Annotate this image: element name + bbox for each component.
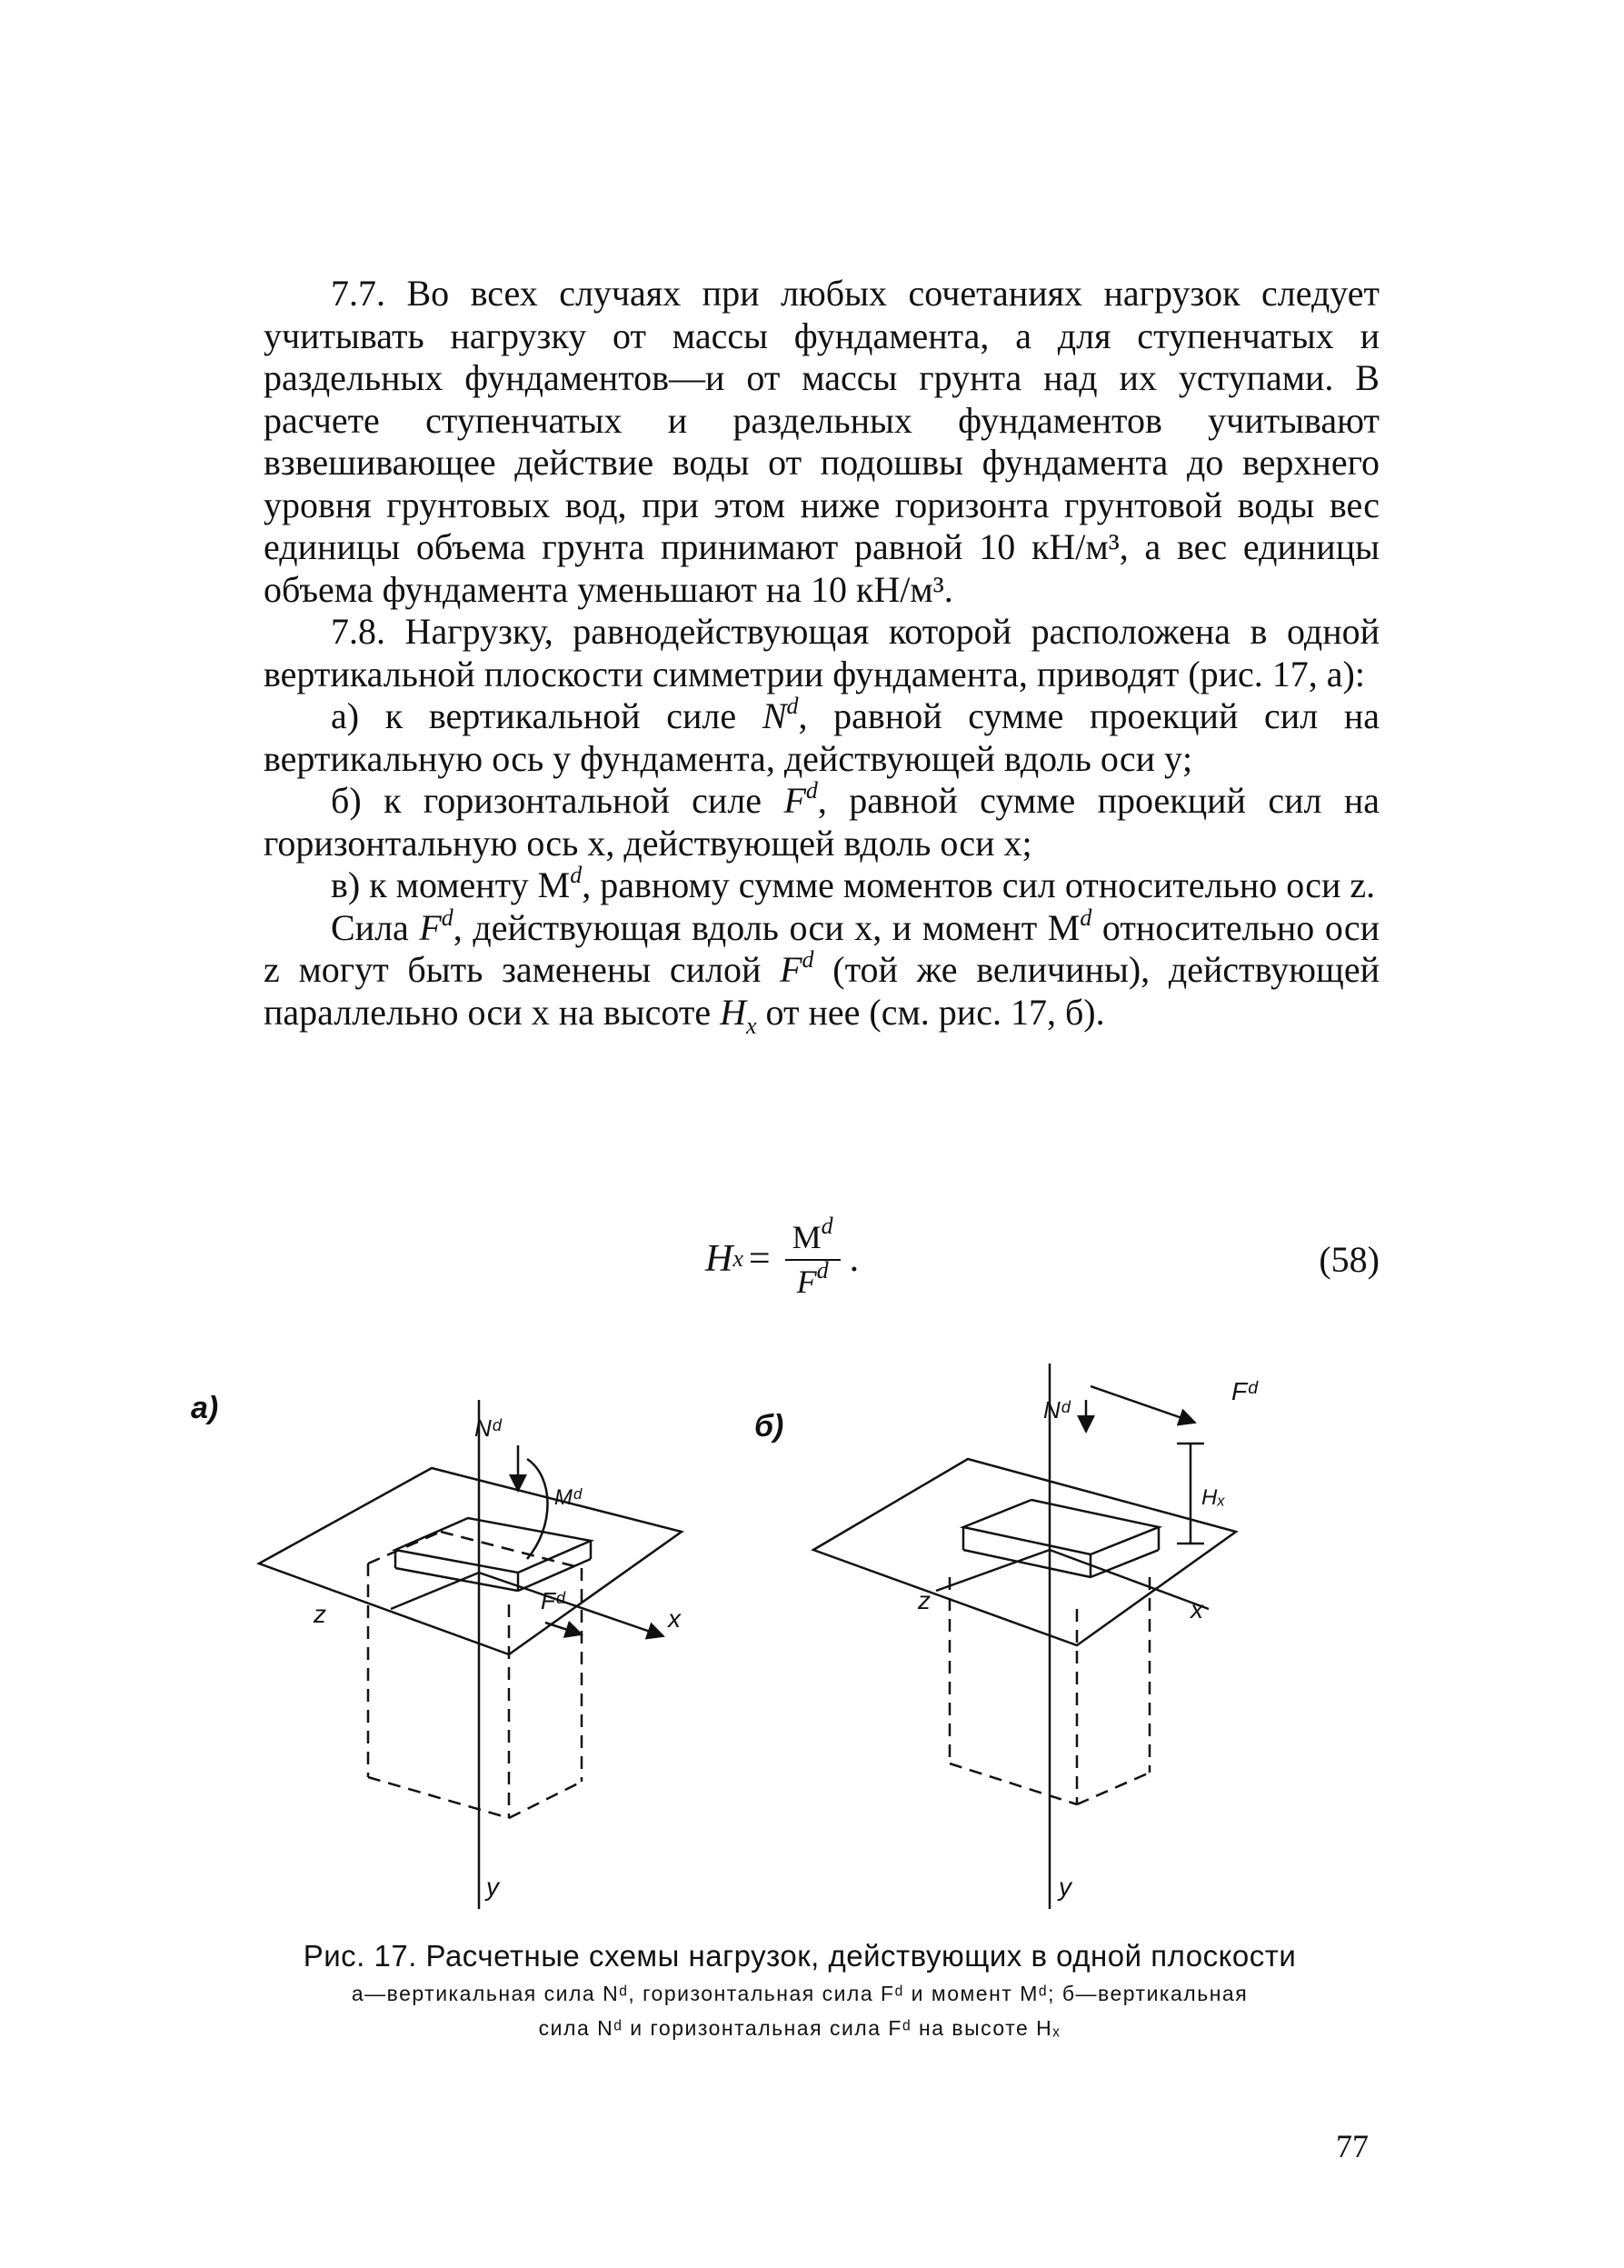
panel-a-x-label: x	[668, 1604, 681, 1633]
list-item-b: б) к горизонтальной силе $F^d$, равной сумме проекций сил на горизонтальную ось x, действующей вдоль оси x;	[264, 777, 1380, 864]
panel-b-y-label: y	[1059, 1873, 1071, 1901]
list-item-c: в) к моменту $M^d$, равному сумме моментов сил относительно оси z.	[331, 862, 1376, 905]
caption-title: Рис. 17. Расчетные схемы нагрузок, действующих в одной плоскости	[303, 1939, 1297, 1973]
panel-a-force-n-label: Nᵈ	[474, 1414, 502, 1442]
panel-a-force-f-label: Fᵈ	[541, 1587, 565, 1614]
panel-b-x-axis	[1050, 1550, 1209, 1609]
panel-a-x-axis	[479, 1573, 663, 1636]
panel-b-force-f-label: Fᵈ	[1231, 1377, 1258, 1405]
panel-b-z-label: z	[918, 1586, 931, 1614]
main-text	[264, 273, 1380, 1039]
panel-b-force-f-arrow	[1091, 1386, 1195, 1423]
formula-expression: H x = $\frac{M^d}{F^d}$ .	[705, 1209, 859, 1309]
caption-line-1: а—вертикальная сила Nᵈ, горизонтальная сила Fᵈ и момент Mᵈ; б—вертикальная	[351, 1982, 1249, 2005]
panel-a-z-axis	[391, 1573, 479, 1609]
panel-a-z-label: z	[314, 1600, 326, 1628]
paragraph-7-7: 7.7. Во всех случаях при любых сочетаниях нагрузок следует учитывать нагрузку от массы фундамента, а для ступенчатых и раздельных фундаментов—и от массы грунта над их уступами. В расчете ступенчатых и раздельных фундаментов учитывают взвешивающее действие воды от подошвы фундамента до верхнего уровня грунтовых вод, при этом ниже горизонта грунтовой воды вес единицы объема грунта принимают равной 10 кН/м³, а вес единицы объема фундамента уменьшают на 10 кН/м³.	[264, 273, 1380, 610]
panel-b-diagram	[813, 1364, 1236, 1909]
figure-17	[191, 1345, 1427, 1909]
panel-a-moment-arc	[527, 1459, 548, 1559]
figure-caption	[209, 1936, 1390, 2045]
caption-line-2: сила Nᵈ и горизонтальная сила Fᵈ на высоте Hₓ	[538, 2016, 1061, 2040]
panel-a-label: а)	[191, 1391, 219, 1425]
page-number: 77	[1336, 2128, 1369, 2164]
panel-b-ground-plane	[813, 1459, 1236, 1645]
panel-b-force-n-label: Nᵈ	[1043, 1396, 1071, 1424]
panel-a-force-f-arrow	[545, 1623, 582, 1634]
paragraph-7-8: 7.8. Нагрузку, равнодействующая которой расположена в одной вертикальной плоскости симметрии фундамента, приводят (рис. 17, а):	[264, 611, 1380, 694]
equation-number: (58)	[1319, 1239, 1380, 1280]
panel-a-diagram	[259, 1400, 682, 1909]
formula-58	[264, 1209, 1380, 1309]
panel-a-moment-label: Mᵈ	[554, 1485, 582, 1510]
formula-fraction: $\frac{M^d}{F^d}$	[785, 1215, 841, 1303]
panel-b-x-label: x	[1191, 1595, 1203, 1624]
panel-b-label: б)	[754, 1409, 784, 1444]
paragraph-force-replacement: Сила $F^d$, действующая вдоль оси x, и момент $M^d$ относительно оси z могут быть заменены силой $F^d$ (той же величины), действующей параллельно оси x на высоте $H_x$ от нее (см. рис. 17, б).	[264, 904, 1380, 1039]
panel-b-foundation-top	[963, 1500, 1159, 1554]
list-item-a: а) к вертикальной силе $N^d$, равной сумме проекций сил на вертикальную ось y фундамента, действующей вдоль оси y;	[264, 693, 1380, 779]
panel-b-height-label: Hₓ	[1201, 1485, 1226, 1510]
panel-a-y-label: y	[486, 1873, 499, 1901]
figure-17-drawing	[191, 1345, 1427, 1909]
